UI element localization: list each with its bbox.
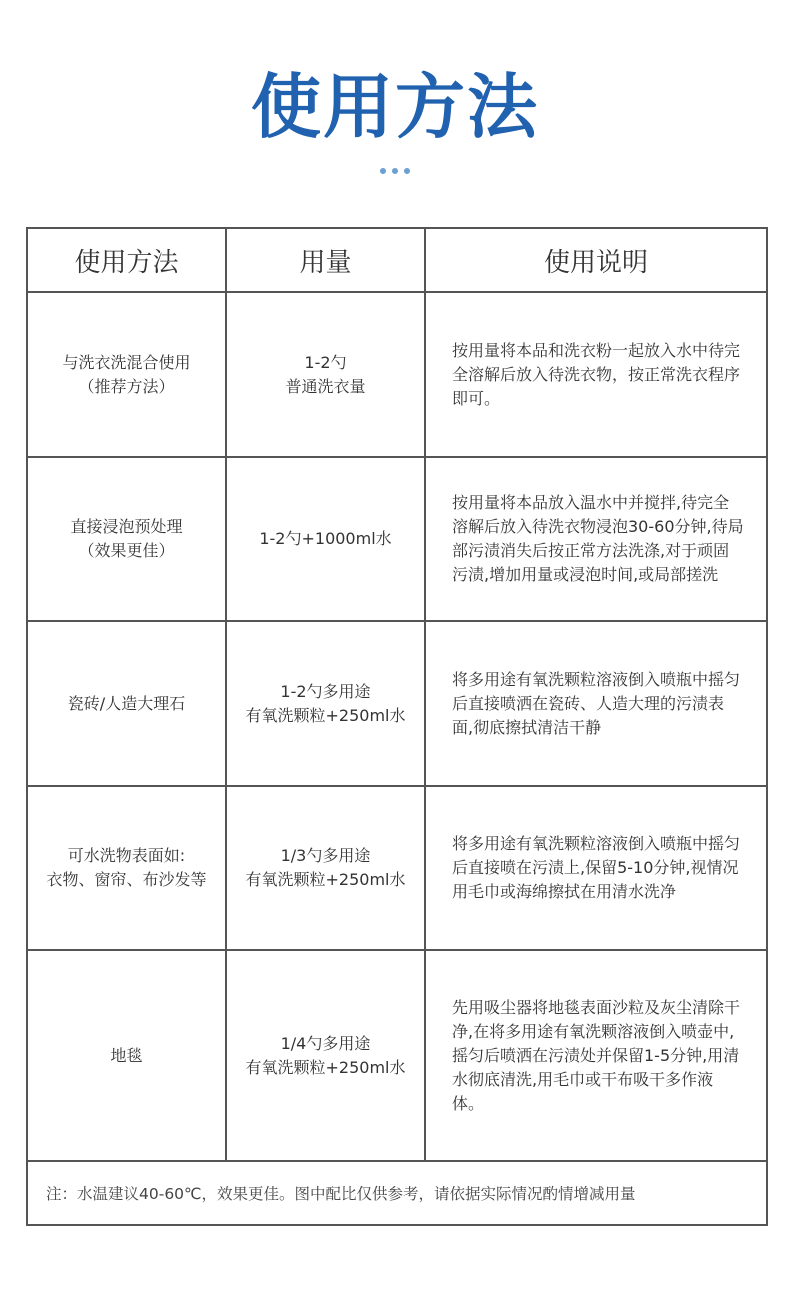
dosage-cell [226,292,425,457]
header-method: 使用方法 [27,228,226,292]
method-line: 与洗衣洗混合使用 [62,352,191,372]
dosage-line: 1/4勺多用途 [280,1033,371,1053]
table-note: 注：水温建议40-60℃，效果更佳。图中配比仅供参考，请依据实际情况酌情增减用量 [27,1161,767,1225]
dosage-line: 普通洗衣量 [285,376,366,396]
dosage-cell [226,786,425,950]
method-line: 地毯 [110,1045,143,1065]
method-line: 直接浸泡预处理 [70,517,183,536]
table-row [27,457,767,621]
dosage-line: 有氧洗颗粒+250ml水 [245,1057,406,1077]
dosage-line: 有氧洗颗粒+250ml水 [245,870,406,889]
table-row [27,786,767,950]
method-line: 可水洗物表面如: [67,846,186,865]
table-row [27,621,767,786]
method-line: 衣物、窗帘、布沙发等 [46,870,207,889]
page-title: 使用方法 [251,66,539,148]
dosage-cell [226,950,425,1161]
dosage-line: 1-2勺+1000ml水 [259,529,392,548]
decoration-dot [392,168,398,174]
usage-table [26,227,768,1226]
table-row [27,292,767,457]
method-cell [27,950,226,1161]
decoration-dot [404,168,410,174]
method-line: （推荐方法） [78,376,175,396]
table-header-row [27,228,767,292]
method-line: （效果更佳） [78,541,175,560]
dosage-line: 1/3勺多用途 [280,846,371,865]
header-description: 使用说明 [425,228,767,292]
header-dosage: 用量 [226,228,425,292]
dosage-line: 有氧洗颗粒+250ml水 [245,705,406,725]
dosage-line: 1-2勺 [304,352,347,372]
decoration-dot [380,168,386,174]
description-cell: 将多用途有氧洗颗粒溶液倒入喷瓶中摇匀后直接喷洒在瓷砖、人造大理的污渍表面,彻底擦拭清洁干静 [425,621,767,786]
method-cell [27,786,226,950]
table-note-row [27,1161,767,1225]
method-cell [27,292,226,457]
description-cell: 按用量将本品放入温水中并搅拌,待完全溶解后放入待洗衣物浸泡30-60分钟,待局部污渍消失后按正常方法洗涤,对于顽固污渍,增加用量或浸泡时间,或局部搓洗 [425,457,767,621]
method-line: 瓷砖/人造大理石 [67,693,186,713]
method-cell [27,621,226,786]
description-cell: 按用量将本品和洗衣粉一起放入水中待完全溶解后放入待洗衣物，按正常洗衣程序即可。 [425,292,767,457]
description-cell: 先用吸尘器将地毯表面沙粒及灰尘清除干净,在将多用途有氧洗颗溶液倒入喷壶中,摇匀后喷洒在污渍处并保留1-5分钟,用清水彻底清洗,用毛巾或干布吸干多作液体。 [425,950,767,1161]
dosage-line: 1-2勺多用途 [280,681,371,701]
table-row [27,950,767,1161]
description-cell: 将多用途有氧洗颗粒溶液倒入喷瓶中摇匀后直接喷在污渍上,保留5-10分钟,视情况用毛巾或海绵擦拭在用清水洗净 [425,786,767,950]
dosage-cell [226,621,425,786]
method-cell [27,457,226,621]
dosage-cell [226,457,425,621]
title-decoration-dots [0,168,790,174]
